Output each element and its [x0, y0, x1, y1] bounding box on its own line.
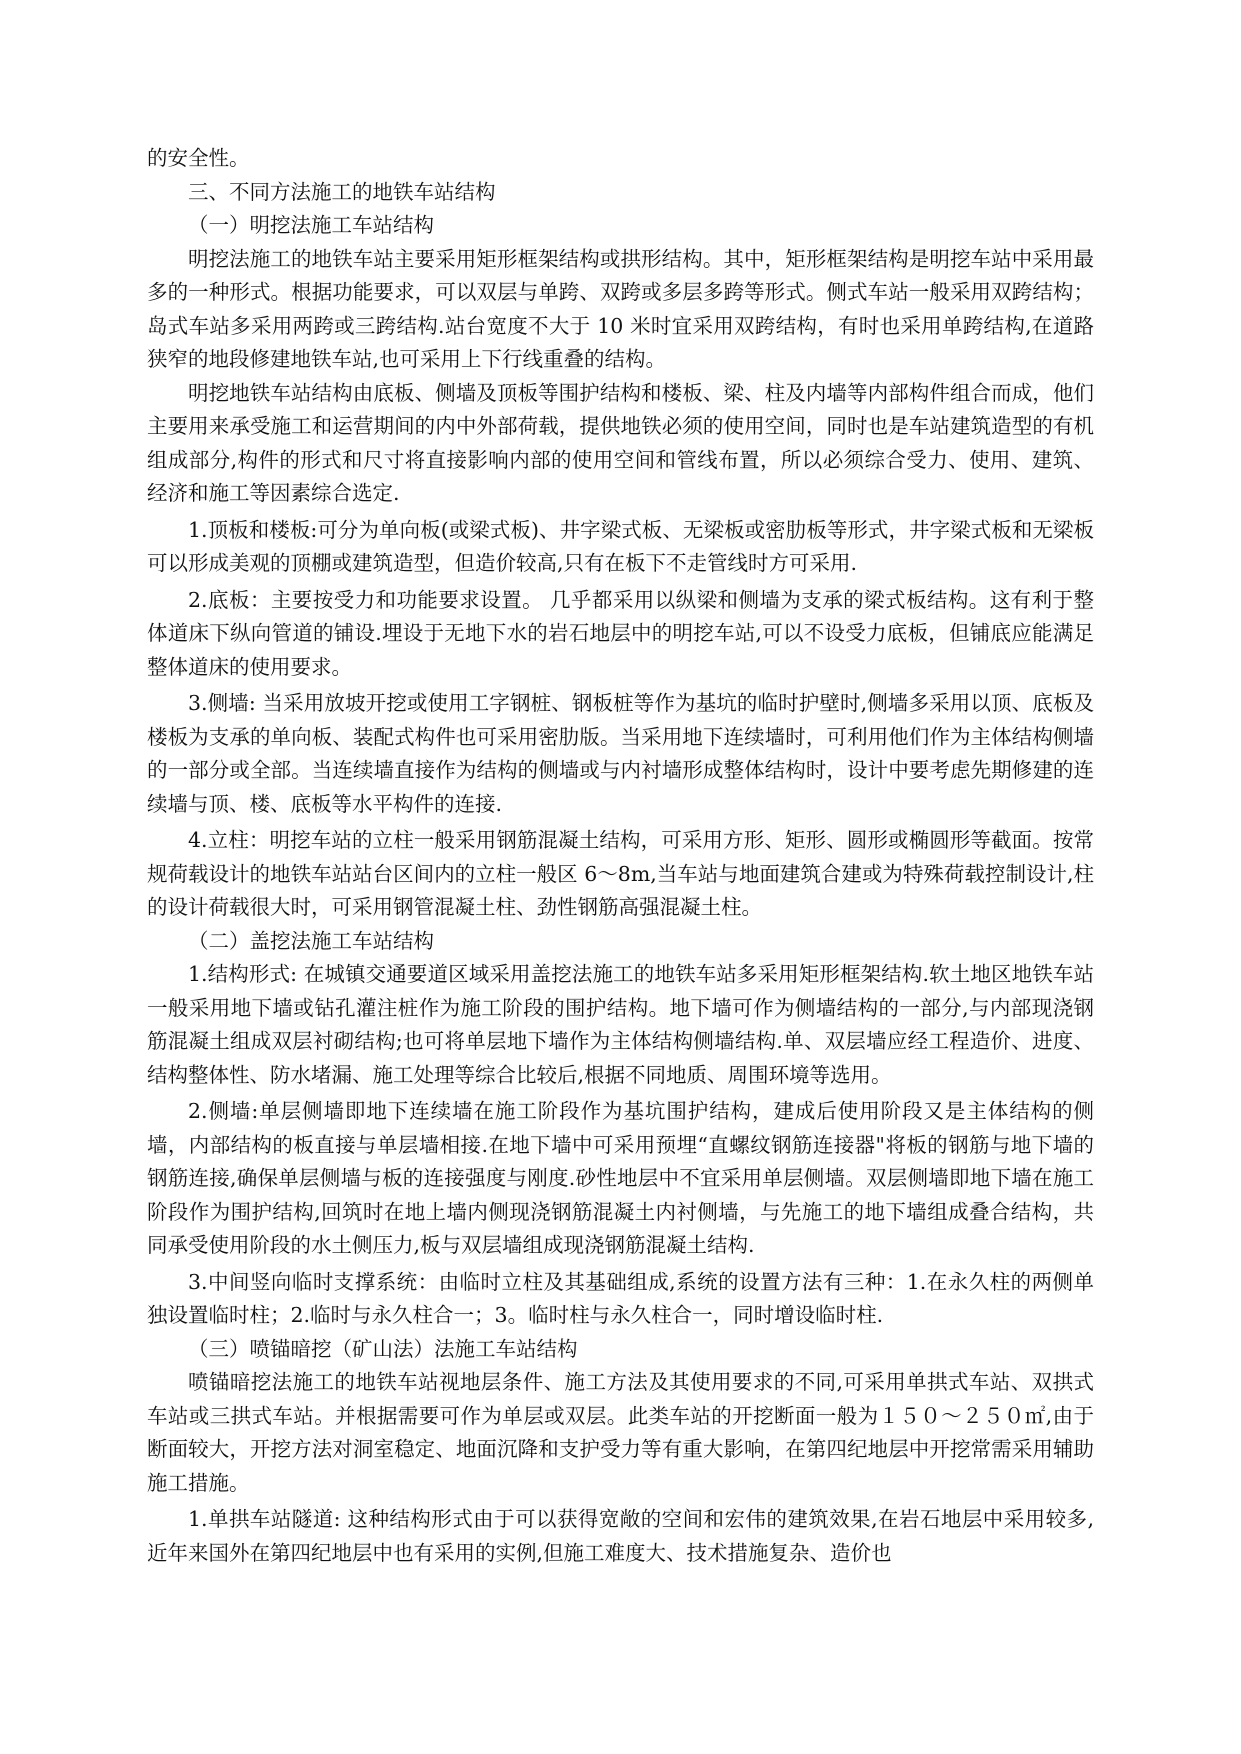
- paragraph-open-cut-intro: 明挖法施工的地铁车站主要采用矩形框架结构或拱形结构。其中，矩形框架结构是明挖车站中采用最多的一种形式。根据功能要求，可以双层与单跨、双跨或多层多跨等形式。侧式车站一般采用双跨结构；岛式车站多采用两跨或三跨结构.站台宽度不大于 10 米时宜采用双跨结构，有时也采用单跨结构,在道路狭窄的地段修建地铁车站,也可采用上下行线重叠的结构。: [147, 246, 1094, 371]
- paragraph-open-cut-structure: 明挖地铁车站结构由底板、侧墙及顶板等围护结构和楼板、梁、柱及内墙等内部构件组合而成，他们主要用来承受施工和运营期间的内中外部荷载，提供地铁必须的使用空间，同时也是车站建筑造型的有机组成部分,构件的形式和尺寸将直接影响内部的使用空间和管线布置，所以必须综合受力、使用、建筑、经济和施工等因素综合选定.: [147, 380, 1094, 505]
- paragraph-side-wall: 3.侧墙: 当采用放坡开挖或使用工字钢桩、钢板桩等作为基坑的临时护壁时,侧墙多采用以顶、底板及楼板为支承的单向板、装配式构件也可采用密肋版。当采用地下连续墙时，可利用他们作为主体结构侧墙的一部分或全部。当连续墙直接作为结构的侧墙或与内衬墙形成整体结构时，设计中要考虑先期修建的连续墙与顶、楼、底板等水平构件的连接.: [147, 691, 1094, 816]
- paragraph-mining-intro: 喷锚暗挖法施工的地铁车站视地层条件、施工方法及其使用要求的不同,可采用单拱式车站、双拱式车站或三拱式车站。并根据需要可作为单层或双层。此类车站的开挖断面一般为１５０～２５０㎡,由于断面较大，开挖方法对洞室稳定、地面沉降和支护受力等有重大影响，在第四纪地层中开挖常需采用辅助施工措施。: [147, 1370, 1094, 1495]
- paragraph-bottom-slab: 2.底板：主要按受力和功能要求设置。 几乎都采用以纵梁和侧墙为支承的梁式板结构。这有利于整体道床下纵向管道的铺设.埋设于无地下水的岩石地层中的明挖车站,可以不设受力底板，但铺底应能满足整体道床的使用要求。: [147, 587, 1094, 679]
- paragraph-roof-floor-slab: 1.顶板和楼板:可分为单向板(或梁式板)、井字梁式板、无梁板或密肋板等形式，井字梁式板和无梁板可以形成美观的顶棚或建筑造型，但造价较高,只有在板下不走管线时方可采用.: [147, 517, 1094, 575]
- paragraph-structure-form: 1.结构形式: 在城镇交通要道区域采用盖挖法施工的地铁车站多采用矩形框架结构.软土地区地铁车站一般采用地下墙或钻孔灌注桩作为施工阶段的围护结构。地下墙可作为侧墙结构的一部分,与内部现浇钢筋混凝土组成双层衬砌结构;也可将单层地下墙作为主体结构侧墙结构.单、双层墙应经工程造价、进度、结构整体性、防水堵漏、施工处理等综合比较后,根据不同地质、周围环境等选用。: [147, 962, 1094, 1087]
- subsection-heading-cover-cut: （二）盖挖法施工车站结构: [188, 928, 434, 953]
- paragraph-continuation: 的安全性。: [147, 146, 250, 170]
- paragraph-temporary-support: 3.中间竖向临时支撑系统：由临时立柱及其基础组成,系统的设置方法有三种：1.在永久柱的两侧单独设置临时柱；2.临时与永久柱合一；3。临时柱与永久柱合一，同时增设临时柱.: [147, 1269, 1094, 1327]
- document-body: [147, 142, 1094, 1570]
- subsection-heading-open-cut: （一）明挖法施工车站结构: [188, 213, 434, 237]
- section-heading-3: 三、不同方法施工的地铁车站结构: [188, 179, 496, 204]
- paragraph-cover-cut-side-wall: 2.侧墙:单层侧墙即地下连续墙在施工阶段作为基坑围护结构，建成后使用阶段又是主体结构的侧墙，内部结构的板直接与单层墙相接.在地下墙中可采用预埋“直螺纹钢筋连接器"将板的钢筋与地下墙的钢筋连接,确保单层侧墙与板的连接强度与刚度.砂性地层中不宜采用单层侧墙。双层侧墙即地下墙在施工阶段作为围护结构,回筑时在地上墙内侧现浇钢筋混凝土内衬侧墙，与先施工的地下墙组成叠合结构，共同承受使用阶段的水土侧压力,板与双层墙组成现浇钢筋混凝土结构.: [147, 1099, 1094, 1257]
- paragraph-single-arch: 1.单拱车站隧道: 这种结构形式由于可以获得宽敞的空间和宏伟的建筑效果,在岩石地层中采用较多,近年来国外在第四纪地层中也有采用的实例,但施工难度大、技术措施复杂、造价也: [147, 1507, 1094, 1565]
- subsection-heading-mining-method: （三）喷锚暗挖（矿山法）法施工车站结构: [188, 1336, 578, 1361]
- paragraph-column: 4.立柱：明挖车站的立柱一般采用钢筋混凝土结构，可采用方形、矩形、圆形或椭圆形等截面。按常规荷载设计的地铁车站站台区间内的立柱一般区 6～8m,当车站与地面建筑合建或为特殊荷载控制设计,柱的设计荷载很大时，可采用钢管混凝土柱、劲性钢筋高强混凝土柱。: [147, 828, 1094, 919]
